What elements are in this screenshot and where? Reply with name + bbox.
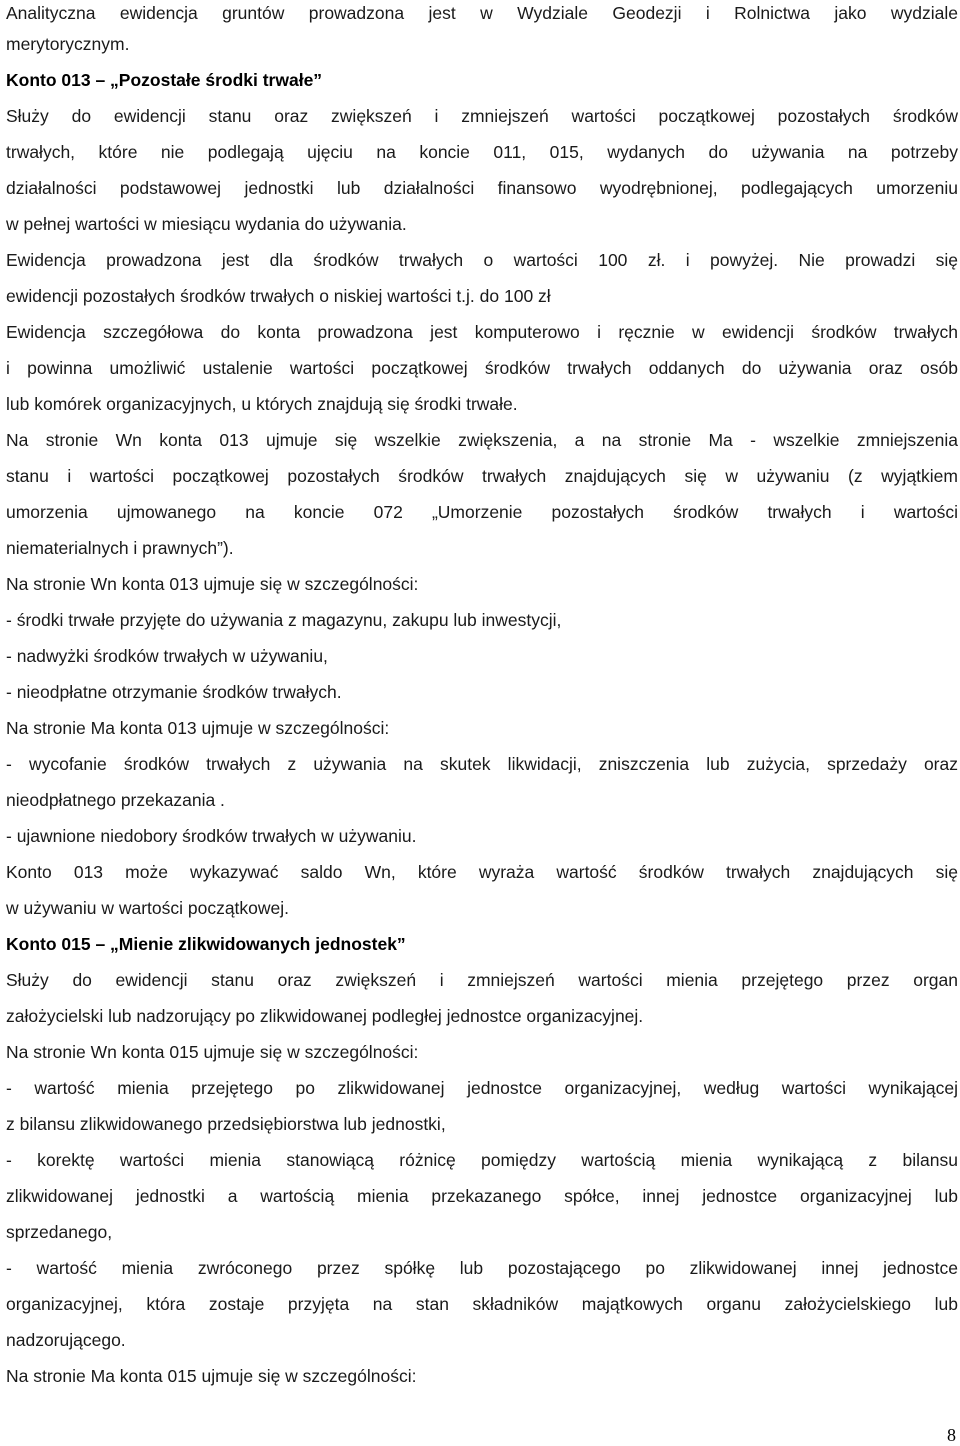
text-line: - ujawnione niedobory środków trwałych w używaniu. — [6, 826, 417, 846]
text-line: i powinna umożliwić ustalenie wartości początkowej środków trwałych oddanych do używania oraz osób — [6, 358, 958, 378]
text-line: ewidencji pozostałych środków trwałych o niskiej wartości t.j. do 100 zł — [6, 286, 551, 306]
text-line: - wartość mienia zwróconego przez spółkę lub pozostającego po zlikwidowanej innej jednostce — [6, 1258, 958, 1278]
text-line: zlikwidowanej jednostki a wartością mienia przekazanego spółce, innej jednostce organizacyjnej lub — [6, 1186, 958, 1206]
document-page — [6, 0, 958, 1394]
text-line: Na stronie Ma konta 013 ujmuje w szczególności: — [6, 718, 390, 738]
text-line: Na stronie Wn konta 013 ujmuje się wszelkie zwiększenia, a na stronie Ma - wszelkie zmniejszenia — [6, 430, 958, 450]
text-line: Ewidencja prowadzona jest dla środków trwałych o wartości 100 zł. i powyżej. Nie prowadzi się — [6, 250, 958, 270]
text-line: Ewidencja szczegółowa do konta prowadzona jest komputerowo i ręcznie w ewidencji środków trwałych — [6, 322, 958, 342]
text-line: Na stronie Wn konta 013 ujmuje się w szczególności: — [6, 574, 419, 594]
text-line: lub komórek organizacyjnych, u których znajdują się środki trwałe. — [6, 394, 518, 414]
text-line: działalności podstawowej jednostki lub działalności finansowo wyodrębnionej, podlegających umorzeniu — [6, 178, 958, 198]
text-line: Analityczna ewidencja gruntów prowadzona jest w Wydziale Geodezji i Rolnictwa jako wydziale — [6, 3, 958, 23]
text-line: niematerialnych i prawnych”). — [6, 538, 234, 558]
text-line: z bilansu zlikwidowanego przedsiębiorstwa lub jednostki, — [6, 1114, 446, 1134]
text-line: merytorycznym. — [6, 34, 130, 54]
text-line: nieodpłatnego przekazania . — [6, 790, 225, 810]
page-number: 8 — [947, 1425, 956, 1445]
text-line: Na stronie Wn konta 015 ujmuje się w szczególności: — [6, 1042, 419, 1062]
document-body — [6, 0, 958, 1394]
text-line: założycielski lub nadzorujący po zlikwidowanej podległej jednostce organizacyjnej. — [6, 1006, 644, 1026]
text-line: trwałych, które nie podlegają ujęciu na koncie 011, 015, wydanych do używania na potrzeby — [6, 142, 958, 162]
text-line: Służy do ewidencji stanu oraz zwiększeń i zmniejszeń wartości początkowej pozostałych środków — [6, 106, 958, 126]
text-line: stanu i wartości początkowej pozostałych środków trwałych znajdujących się w używaniu (z wyjątkiem — [6, 466, 958, 486]
text-line: - korektę wartości mienia stanowiącą różnicę pomiędzy wartością mienia wynikającą z bilansu — [6, 1150, 958, 1170]
text-line: - nadwyżki środków trwałych w używaniu, — [6, 646, 328, 666]
text-line: - środki trwałe przyjęte do używania z magazynu, zakupu lub inwestycji, — [6, 610, 562, 630]
text-line: - wycofanie środków trwałych z używania na skutek likwidacji, zniszczenia lub zużycia, sprzedaży oraz — [6, 754, 958, 774]
text-line: sprzedanego, — [6, 1222, 113, 1242]
text-line: w pełnej wartości w miesiącu wydania do używania. — [6, 214, 407, 234]
text-line: nadzorującego. — [6, 1330, 126, 1350]
text-line: - wartość mienia przejętego po zlikwidowanej jednostce organizacyjnej, według wartości wynikającej — [6, 1078, 958, 1098]
text-line: Konto 013 może wykazywać saldo Wn, które wyraża wartość środków trwałych znajdujących się — [6, 862, 958, 882]
section-heading: Konto 015 – „Mienie zlikwidowanych jednostek” — [6, 934, 406, 954]
text-line: Na stronie Ma konta 015 ujmuje się w szczególności: — [6, 1366, 417, 1386]
text-line: umorzenia ujmowanego na koncie 072 „Umorzenie pozostałych środków trwałych i wartości — [6, 502, 958, 522]
section-heading: Konto 013 – „Pozostałe środki trwałe” — [6, 70, 323, 90]
text-line: organizacyjnej, która zostaje przyjęta na stan składników majątkowych organu założycielskiego lub — [6, 1294, 958, 1314]
text-line: Służy do ewidencji stanu oraz zwiększeń i zmniejszeń wartości mienia przejętego przez organ — [6, 970, 958, 990]
text-line: - nieodpłatne otrzymanie środków trwałych. — [6, 682, 342, 702]
text-line: w używaniu w wartości początkowej. — [6, 898, 290, 918]
